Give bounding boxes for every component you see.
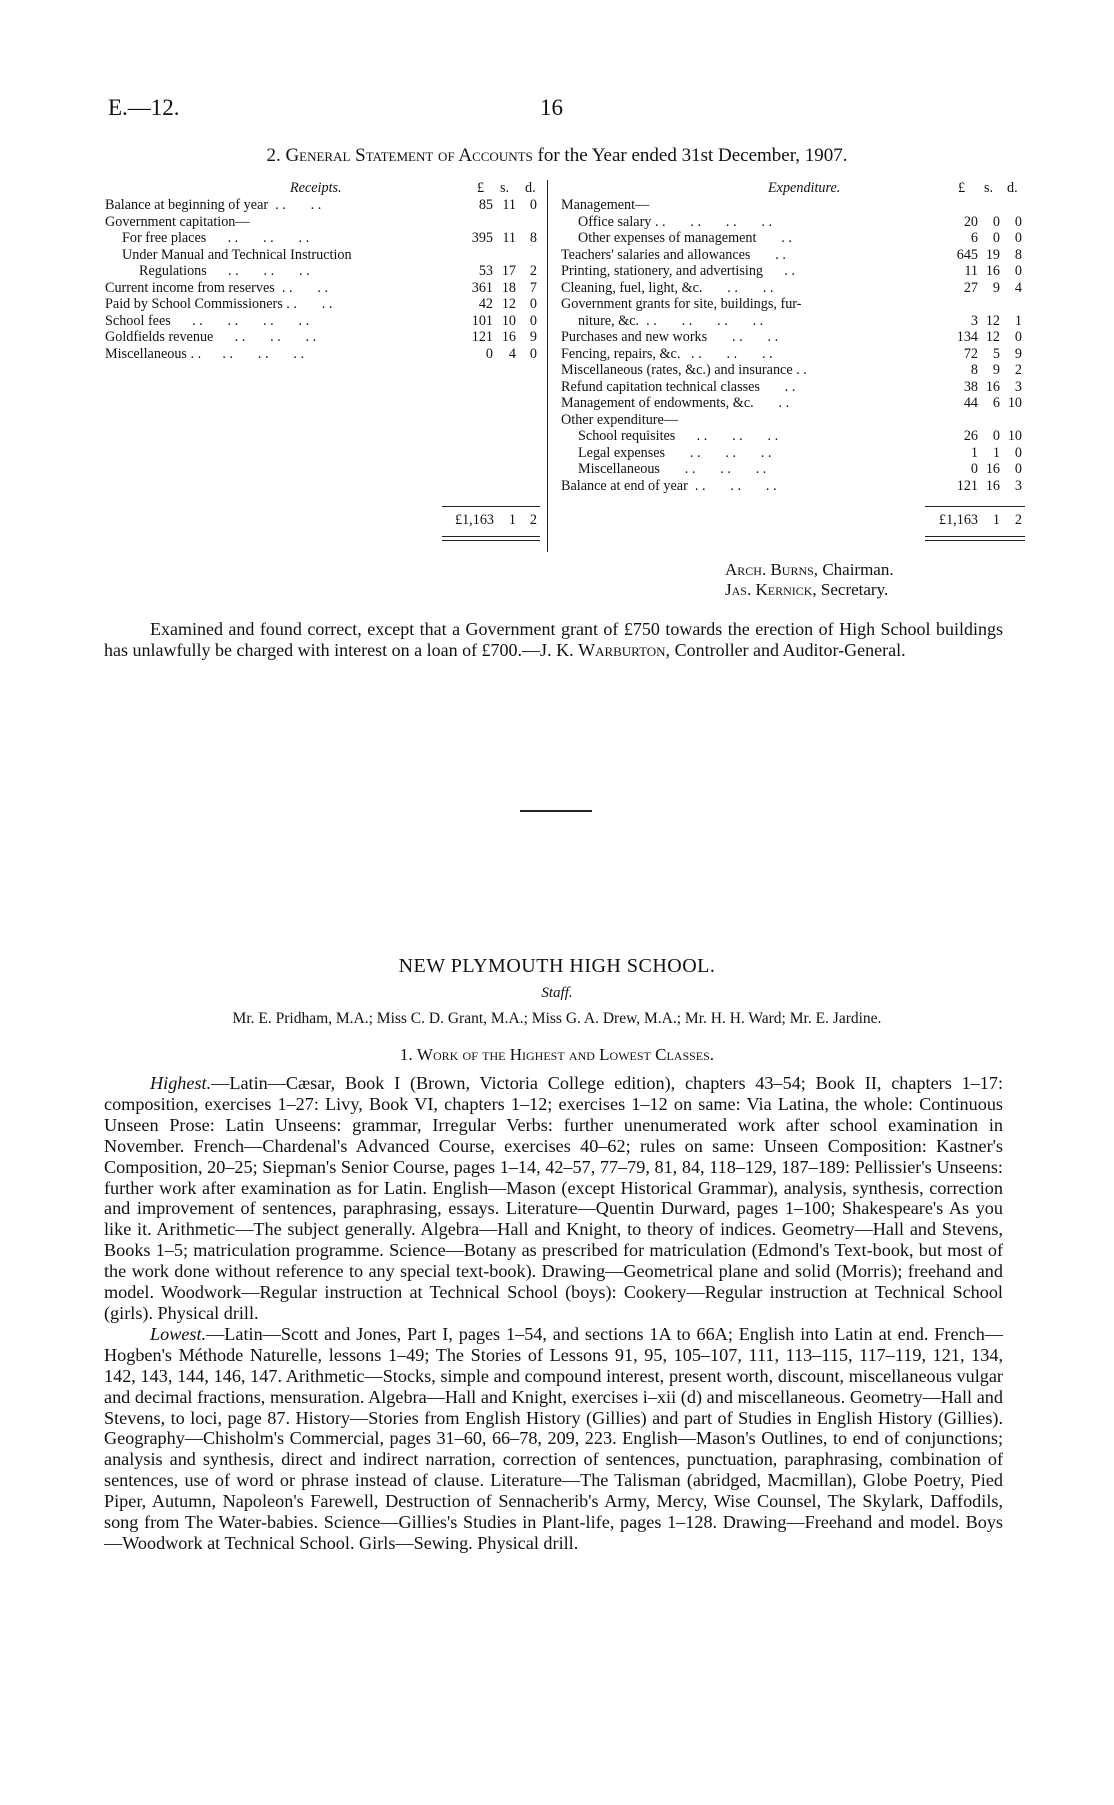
- expenditure-row-label: Other expenditure—: [561, 411, 679, 428]
- receipts-row-label: Under Manual and Technical Instruction: [122, 246, 352, 263]
- expenditure-total-rule-top: [925, 506, 1025, 507]
- secretary-title: Secretary.: [820, 580, 889, 599]
- receipts-shillings-cell: 11: [502, 197, 516, 213]
- expenditure-pence-cell: 3: [1014, 477, 1022, 494]
- expenditure-pence-cell: 0: [1014, 461, 1022, 477]
- chairman-signature: [725, 560, 894, 580]
- expenditure-total-rule-bottom-2: [925, 540, 1025, 541]
- expenditure-pence-cell: 10: [1007, 395, 1022, 411]
- expenditure-total-rule-bottom-1: [925, 536, 1025, 537]
- receipts-heading: Receipts.: [290, 180, 342, 196]
- expenditure-shillings-cell: 0: [992, 428, 1000, 444]
- expenditure-pounds-cell: 0: [970, 461, 978, 477]
- section-divider: [520, 810, 592, 812]
- expenditure-row-label: Teachers' salaries and allowances . .: [561, 246, 786, 263]
- receipts-row-label: Paid by School Commissioners . . . .: [105, 296, 333, 312]
- receipts-row-label: Goldfields revenue . . . . . .: [105, 329, 317, 345]
- expenditure-shillings-cell: 16: [985, 477, 1000, 494]
- lowest-label: Lowest.: [150, 1323, 207, 1344]
- audit-note-text: Examined and found correct, except that a Government grant of £750 towards the erection of High School buildings has unlawfully be charged with interest on a loan of £700.—J. K.: [104, 619, 1003, 660]
- expenditure-shilling-heading: s.: [984, 180, 994, 196]
- statement-title-rest: for the Year ended 31st December, 1907.: [537, 145, 848, 166]
- page-number: 16: [540, 95, 563, 120]
- receipts-shillings-cell: 10: [501, 312, 516, 329]
- accounts-table: [0, 0, 1114, 560]
- expenditure-pounds-cell: 121: [956, 477, 978, 494]
- expenditure-shillings-cell: 16: [985, 263, 1000, 279]
- receipts-total-shillings: 1: [508, 512, 516, 528]
- expenditure-pounds-cell: 44: [963, 395, 978, 411]
- expenditure-total-shillings: 1: [992, 512, 1000, 528]
- work-heading: [0, 1045, 1114, 1065]
- expenditure-row-label: Management—: [561, 197, 650, 213]
- chairman-title: Chairman.: [822, 560, 894, 579]
- receipts-pounds-cell: 395: [471, 230, 493, 246]
- expenditure-shillings-cell: 9: [992, 279, 1000, 296]
- expenditure-shillings-cell: 19: [985, 246, 1000, 263]
- receipts-row-label: For free places . . . . . .: [122, 230, 310, 246]
- work-heading-number: 1.: [399, 1045, 413, 1064]
- expenditure-pence-cell: 0: [1014, 329, 1022, 345]
- expenditure-row-label: Refund capitation technical classes . .: [561, 378, 796, 395]
- expenditure-pound-heading: £: [958, 180, 966, 196]
- expenditure-pounds-cell: 11: [964, 263, 978, 279]
- expenditure-pence-cell: 0: [1014, 444, 1022, 461]
- expenditure-pence-cell: 0: [1014, 230, 1022, 246]
- receipts-total-pounds: £1,163: [454, 512, 494, 528]
- expenditure-shillings-cell: 0: [992, 213, 1000, 230]
- receipts-row-label: School fees . . . . . . . .: [105, 312, 310, 329]
- lowest-text: —Latin—Scott and Jones, Part I, pages 1–54, and sections 1A to 66A; English into Latin at end. French—Hogben's Méthode Naturelle, lessons 1–49; The Stories of Lessons 91, 95, 105–107, 111, 113–115, 117–119, 121, 134, 142, 143, 144, 146, 147. Arithmetic—Stocks, simple and compound interest, present worth, discount, miscellaneous vulgar and decimal fractions, mensuration. Algebra—Hall and Knight, exercises i–xii (d) and miscellaneous. Geometry—Hall and Stevens, to loci, page 87. History—Stories from English History (Gillies) and part of Studies in English History (Gillies). Geography—Chisholm's Commercial, pages 31–60, 66–78, 209, 223. English—Mason's Outlines, to end of conjunctions; analysis and synthesis, direct and indirect narration, correction of sentences, punctuation, paraphrasing, combination of sentences, use of word or phrase instead of clause. Literature—The Talisman (abridged, Macmillan), Globe Poetry, Pied Piper, Autumn, Napoleon's Farewell, Destruction of Sennacherib's Army, Mercy, Wise Counsel, The Skylark, Daffodils, song from The Water-babies. Science—Gillies's Studies in Plant-life, pages 1–128. Drawing—Freehand and model. Boys—Woodwork at Technical School. Girls—Sewing. Physical drill.: [104, 1323, 1003, 1553]
- expenditure-total-pounds: £1,163: [938, 512, 978, 528]
- expenditure-pounds-cell: 3: [970, 312, 978, 329]
- receipts-pounds-cell: 42: [478, 296, 493, 312]
- expenditure-pounds-cell: 72: [963, 345, 978, 362]
- expenditure-row-label: Government grants for site, buildings, fur-: [561, 296, 802, 312]
- expenditure-shillings-cell: 5: [992, 345, 1000, 362]
- expenditure-row-label: Office salary . . . . . . . .: [578, 213, 772, 230]
- expenditure-pence-cell: 4: [1014, 279, 1022, 296]
- expenditure-pence-cell: 0: [1014, 263, 1022, 279]
- statement-title-number: 2.: [266, 145, 281, 166]
- receipts-shillings-cell: 12: [501, 296, 516, 312]
- expenditure-shillings-cell: 1: [992, 444, 1000, 461]
- receipts-shilling-heading: s.: [500, 180, 510, 196]
- auditor-title: Controller and Auditor-General.: [674, 640, 906, 660]
- highest-text: —Latin—Cæsar, Book I (Brown, Victoria College edition), chapters 43–54; Book II, chapters 1–17: composition, exercises 1–27: Livy, Book VI, chapters 1–12; exercises 1–12 on same: Via Latina, the whole: Continuous Unseen Prose: Latin Unseens: grammar, Irregular Verbs: further unenumerated work after school examination in November. French—Chardenal's Advanced Course, exercises 40–62; rules on same: Unseen Composition: Kastner's Composition, 20–25; Siepman's Senior Course, pages 1–14, 42–57, 77–79, 81, 84, 118–129, 187–189: Pellissier's Unseens: further work after examination as for Latin. English—Mason (except Historical Grammar), analysis, synthesis, correction and improvement of sentences, paraphrasing, essays. Literature—Quentin Durward, pages 1–100; Shakespeare's As you like it. Arithmetic—The subject generally. Algebra—Hall and Knight, to theory of indices. Geometry—Hall and Stevens, Books 1–5; matriculation programme. Science—Botany as prescribed for matriculation (Edmond's Text-book, but most of the work done without reference to any special text-book). Drawing—Geometrical plane and solid (Morris); freehand and model. Woodwork—Regular instruction at Technical School (boys): Cookery—Regular instruction at Technical School (girls). Physical drill.: [104, 1073, 1003, 1323]
- expenditure-row-label: School requisites . . . . . .: [578, 428, 779, 444]
- receipts-total-rule-bottom-2: [442, 540, 540, 541]
- receipts-row-label: Balance at beginning of year . . . .: [105, 197, 322, 213]
- receipts-pence-cell: 0: [529, 197, 537, 213]
- expenditure-pence-cell: 1: [1014, 312, 1022, 329]
- expenditure-pounds-cell: 6: [970, 230, 978, 246]
- lowest-class-paragraph: [104, 1324, 1003, 1554]
- audit-note: [104, 619, 1003, 661]
- expenditure-pence-heading: d.: [1007, 180, 1018, 196]
- staff-heading: Staff.: [541, 985, 573, 1001]
- classes-body: [104, 1073, 1003, 1554]
- expenditure-shillings-cell: 9: [992, 362, 1000, 378]
- expenditure-pounds-cell: 27: [963, 279, 978, 296]
- receipts-pence-heading: d.: [525, 180, 536, 196]
- receipts-row-label: Government capitation—: [105, 213, 250, 230]
- expenditure-row-label: Balance at end of year . . . . . .: [561, 477, 777, 494]
- highest-label: Highest.: [150, 1073, 212, 1093]
- receipts-shillings-cell: 16: [501, 329, 516, 345]
- auditor-name: Warburton,: [578, 640, 671, 660]
- expenditure-shillings-cell: 0: [992, 230, 1000, 246]
- expenditure-pence-cell: 0: [1014, 213, 1022, 230]
- expenditure-pounds-cell: 8: [970, 362, 978, 378]
- expenditure-pence-cell: 3: [1014, 378, 1022, 395]
- highest-class-paragraph: [104, 1073, 1003, 1324]
- receipts-total-pence: 2: [529, 512, 537, 528]
- expenditure-row-label: Cleaning, fuel, light, &c. . . . .: [561, 279, 774, 296]
- staff-list: Mr. E. Pridham, M.A.; Miss C. D. Grant, M.A.; Miss G. A. Drew, M.A.; Mr. H. H. Ward; Mr. E. Jardine.: [232, 1010, 882, 1027]
- expenditure-pence-cell: 8: [1014, 246, 1022, 263]
- receipts-pence-cell: 0: [529, 296, 537, 312]
- expenditure-row-label: Miscellaneous . . . . . .: [578, 461, 767, 477]
- receipts-pounds-cell: 121: [471, 329, 493, 345]
- receipts-total-rule-top: [442, 506, 540, 507]
- expenditure-shillings-cell: 16: [985, 378, 1000, 395]
- expenditure-heading: Expenditure.: [768, 180, 841, 196]
- statement-title-main: General Statement of Accounts: [285, 145, 533, 166]
- expenditure-shillings-cell: 12: [985, 329, 1000, 345]
- chairman-name: Arch. Burns,: [725, 560, 819, 579]
- work-heading-text: Work of the Highest and Lowest Classes.: [416, 1045, 715, 1064]
- receipts-pence-cell: 8: [529, 230, 537, 246]
- expenditure-pounds-cell: 26: [963, 428, 978, 444]
- expenditure-pounds-cell: 645: [956, 246, 978, 263]
- expenditure-row-label: Miscellaneous (rates, &c.) and insurance . .: [561, 362, 807, 378]
- receipts-pence-cell: 0: [529, 345, 537, 362]
- receipts-pounds-cell: 85: [478, 197, 493, 213]
- receipts-pence-cell: 2: [529, 263, 537, 279]
- receipts-shillings-cell: 18: [501, 279, 516, 296]
- receipts-pence-cell: 7: [529, 279, 537, 296]
- expenditure-pence-cell: 10: [1007, 428, 1022, 444]
- school-heading: NEW PLYMOUTH HIGH SCHOOL.: [398, 955, 716, 977]
- receipts-pounds-cell: 0: [485, 345, 493, 362]
- receipts-row-label: Regulations . . . . . .: [139, 263, 310, 279]
- expenditure-row-label: Printing, stationery, and advertising . .: [561, 263, 795, 279]
- receipts-pounds-cell: 361: [471, 279, 493, 296]
- receipts-total-rule-bottom-1: [442, 536, 540, 537]
- expenditure-pounds-cell: 38: [963, 378, 978, 395]
- expenditure-row-label: Purchases and new works . . . .: [561, 329, 779, 345]
- receipts-pounds-cell: 101: [471, 312, 493, 329]
- expenditure-row-label: Management of endowments, &c. . .: [561, 395, 790, 411]
- receipts-shillings-cell: 11: [502, 230, 516, 246]
- receipts-pence-cell: 9: [529, 329, 537, 345]
- receipts-row-label: Current income from reserves . . . .: [105, 279, 328, 296]
- expenditure-row-label: Legal expenses . . . . . .: [578, 444, 772, 461]
- receipts-pounds-cell: 53: [478, 263, 493, 279]
- secretary-signature: [725, 580, 888, 600]
- expenditure-shillings-cell: 16: [985, 461, 1000, 477]
- expenditure-row-label: niture, &c. . . . . . . . .: [578, 312, 764, 329]
- expenditure-shillings-cell: 6: [992, 395, 1000, 411]
- receipts-pound-heading: £: [477, 180, 485, 196]
- expenditure-pounds-cell: 1: [970, 444, 978, 461]
- expenditure-row-label: Other expenses of management . .: [578, 230, 792, 246]
- secretary-name: Jas. Kernick,: [725, 580, 817, 599]
- receipts-shillings-cell: 17: [501, 263, 516, 279]
- center-divider: [547, 180, 548, 552]
- receipts-row-label: Miscellaneous . . . . . . . .: [105, 345, 304, 362]
- expenditure-shillings-cell: 12: [985, 312, 1000, 329]
- expenditure-total-pence: 2: [1014, 512, 1022, 528]
- expenditure-pounds-cell: 134: [956, 329, 978, 345]
- expenditure-pence-cell: 2: [1014, 362, 1022, 378]
- expenditure-row-label: Fencing, repairs, &c. . . . . . .: [561, 345, 773, 362]
- expenditure-pence-cell: 9: [1014, 345, 1022, 362]
- expenditure-pounds-cell: 20: [963, 213, 978, 230]
- document-reference: E.—12.: [108, 95, 180, 120]
- receipts-shillings-cell: 4: [508, 345, 516, 362]
- receipts-pence-cell: 0: [529, 312, 537, 329]
